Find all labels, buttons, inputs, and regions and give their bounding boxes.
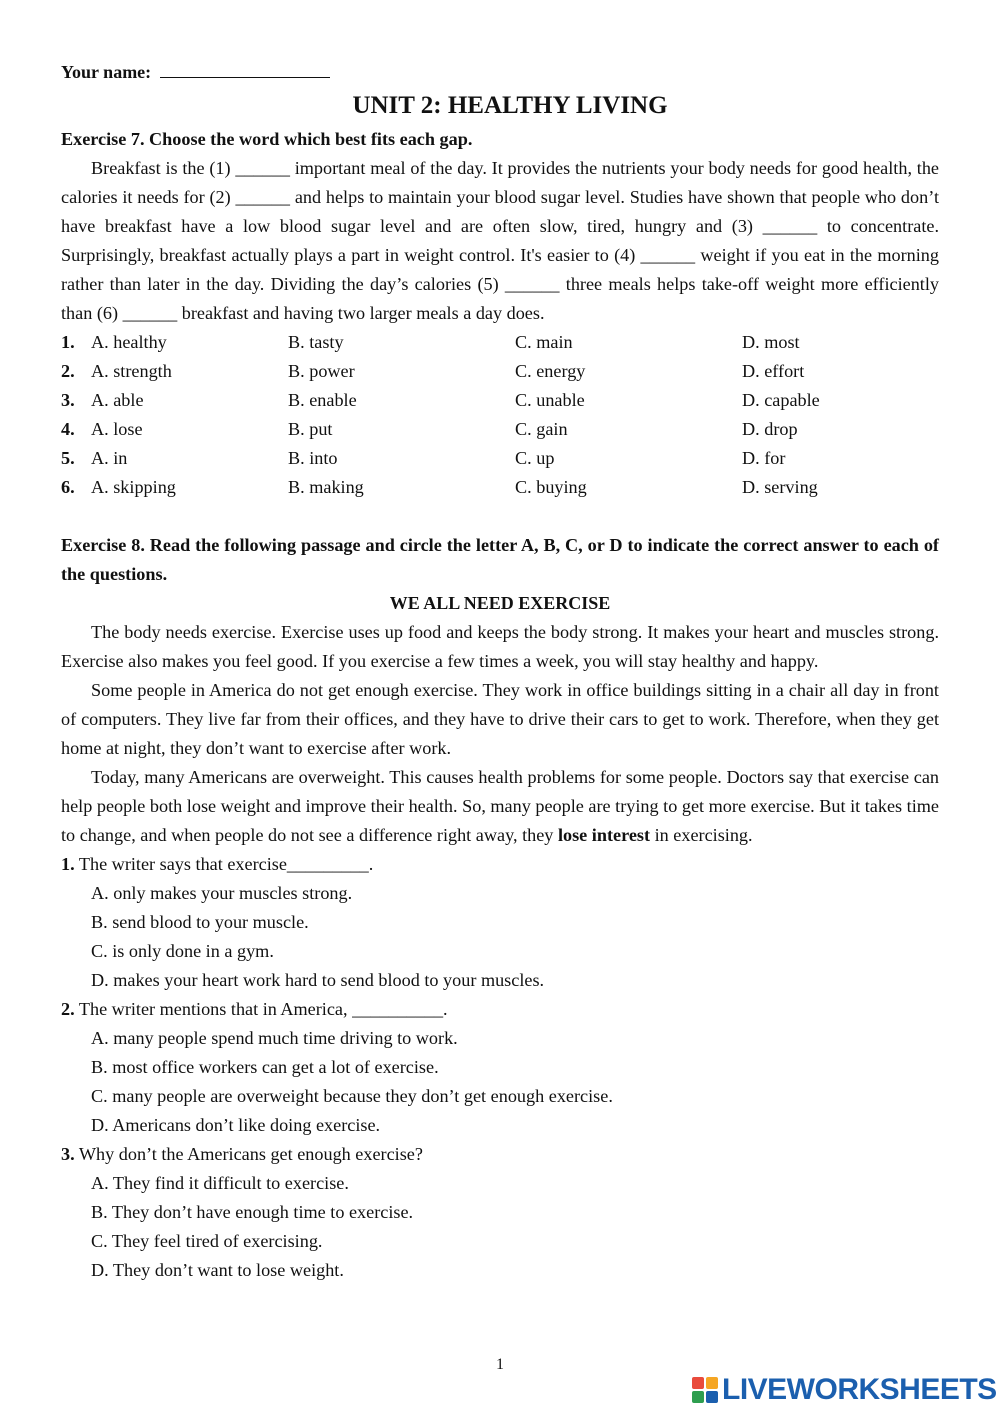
question-number: 2.	[61, 361, 75, 381]
option-d[interactable]: D. effort	[742, 361, 805, 381]
option-b[interactable]: B. enable	[288, 390, 357, 410]
exercise7-question-row	[61, 444, 939, 473]
answer-choice[interactable]: B. most office workers can get a lot of exercise.	[91, 1057, 439, 1077]
option-d[interactable]: D. for	[742, 448, 786, 468]
logo-square-icon	[692, 1377, 704, 1389]
answer-choice[interactable]: C. is only done in a gym.	[91, 941, 274, 961]
option-c[interactable]: C. up	[515, 448, 555, 468]
answer-choice[interactable]: D. Americans don’t like doing exercise.	[91, 1115, 381, 1135]
question-number: 3.	[61, 1144, 75, 1164]
option-d[interactable]: D. capable	[742, 390, 820, 410]
logo-square-icon	[692, 1391, 704, 1403]
option-b[interactable]: B. put	[288, 419, 333, 439]
question-stem	[61, 1140, 939, 1169]
exercise7-question-row	[61, 415, 939, 444]
option-d[interactable]: D. drop	[742, 419, 798, 439]
passage-title: WE ALL NEED EXERCISE	[389, 593, 611, 613]
option-c[interactable]: C. unable	[515, 390, 585, 410]
answer-choice[interactable]: A. many people spend much time driving to work.	[91, 1028, 458, 1048]
option-b[interactable]: B. tasty	[288, 332, 344, 352]
exercise7-question-row	[61, 473, 939, 502]
exercise7-question-row	[61, 357, 939, 386]
answer-choice[interactable]: A. only makes your muscles strong.	[91, 883, 353, 903]
question-number: 3.	[61, 390, 75, 410]
exercise8-question	[61, 1140, 939, 1285]
question-stem	[61, 995, 939, 1024]
question-number: 1.	[61, 332, 75, 352]
your-name-label: Your name:	[61, 62, 152, 82]
answer-choice[interactable]: B. send blood to your muscle.	[91, 912, 309, 932]
exercise8-heading: Exercise 8. Read the following passage and circle the letter A, B, C, or D to indicate the correct answer to each of the questions.	[61, 535, 939, 584]
exercise7-options	[61, 328, 939, 502]
option-c[interactable]: C. buying	[515, 477, 587, 497]
answer-choice[interactable]: D. They don’t want to lose weight.	[91, 1260, 344, 1280]
option-a[interactable]: A. skipping	[91, 477, 176, 497]
exercise8-question	[61, 995, 939, 1140]
option-c[interactable]: C. energy	[515, 361, 586, 381]
question-number: 4.	[61, 419, 75, 439]
paragraph-text: in exercising.	[654, 825, 753, 845]
your-name-row	[61, 58, 939, 87]
section-spacer	[61, 502, 939, 531]
option-a[interactable]: A. lose	[91, 419, 143, 439]
option-a[interactable]: A. in	[91, 448, 128, 468]
answer-choice[interactable]: C. They feel tired of exercising.	[91, 1231, 323, 1251]
option-c[interactable]: C. main	[515, 332, 573, 352]
question-text: The writer mentions that in America, __________.	[78, 999, 448, 1019]
bold-phrase: lose interest	[557, 825, 651, 845]
answer-choice[interactable]: A. They find it difficult to exercise.	[91, 1173, 349, 1193]
exercise7-passage: Breakfast is the (1) ______ important meal of the day. It provides the nutrients your body needs for good health, the calories it needs for (2) ______ and helps to maintain your blood sugar level. Studies have shown that people who don’t have breakfast have a low blood sugar level and are often slow, tired, hungry and (3) ______ to concentrate. Surprisingly, breakfast actually plays a part in weight control. It's easier to (4) ______ weight if you eat in the morning rather than later in the day. Dividing the day’s calories (5) ______ three meals helps take-off weight more efficiently than (6) ______ breakfast and having two larger meals a day does.	[61, 158, 939, 323]
liveworksheets-logo[interactable]	[692, 1374, 997, 1406]
exercise8-question	[61, 850, 939, 995]
passage-paragraph: Some people in America do not get enough exercise. They work in office buildings sitting in a chair all day in front of computers. They live far from their offices, and they have to drive their cars to get to work. Therefore, when they get home at night, they don’t want to exercise after work.	[61, 680, 939, 758]
option-b[interactable]: B. power	[288, 361, 355, 381]
question-number: 5.	[61, 448, 75, 468]
option-a[interactable]: A. able	[91, 390, 144, 410]
option-a[interactable]: A. strength	[91, 361, 172, 381]
logo-square-icon	[706, 1391, 718, 1403]
option-a[interactable]: A. healthy	[91, 332, 167, 352]
answer-choice[interactable]: D. makes your heart work hard to send blood to your muscles.	[91, 970, 545, 990]
answer-choice[interactable]: B. They don’t have enough time to exercise.	[91, 1202, 414, 1222]
answer-choice[interactable]: C. many people are overweight because they don’t get enough exercise.	[91, 1086, 613, 1106]
page-number: 1	[496, 1356, 504, 1373]
exercise7-question-row	[61, 386, 939, 415]
option-d[interactable]: D. serving	[742, 477, 818, 497]
paragraph-text: Today, many Americans are overweight. This causes health problems for some people. Doctors say that exercise can help people both lose weight and improve their health. So, many people are trying to get more exercise. But it takes time to change, and when people do not see a difference right away, they	[61, 767, 939, 845]
your-name-blank[interactable]	[160, 59, 330, 78]
question-text: Why don’t the Americans get enough exercise?	[78, 1144, 423, 1164]
passage-paragraph	[61, 763, 939, 850]
option-c[interactable]: C. gain	[515, 419, 568, 439]
exercise7-question-row	[61, 328, 939, 357]
option-b[interactable]: B. making	[288, 477, 364, 497]
question-number: 1.	[61, 854, 75, 874]
question-number: 6.	[61, 477, 75, 497]
exercise7-heading: Exercise 7. Choose the word which best fits each gap.	[61, 129, 473, 149]
question-text: The writer says that exercise_________.	[78, 854, 374, 874]
question-number: 2.	[61, 999, 75, 1019]
question-stem	[61, 850, 939, 879]
logo-square-icon	[706, 1377, 718, 1389]
option-d[interactable]: D. most	[742, 332, 800, 352]
liveworksheets-brand-text: LIVEWORKSHEETS	[722, 1373, 997, 1406]
worksheet-page	[61, 58, 939, 1285]
page-title: UNIT 2: HEALTHY LIVING	[352, 92, 668, 119]
passage-paragraph: The body needs exercise. Exercise uses up food and keeps the body strong. It makes your heart and muscles strong. Exercise also makes you feel good. If you exercise a few times a week, you will stay healthy and happy.	[61, 622, 939, 671]
option-b[interactable]: B. into	[288, 448, 338, 468]
liveworksheets-logo-icon	[692, 1377, 718, 1403]
